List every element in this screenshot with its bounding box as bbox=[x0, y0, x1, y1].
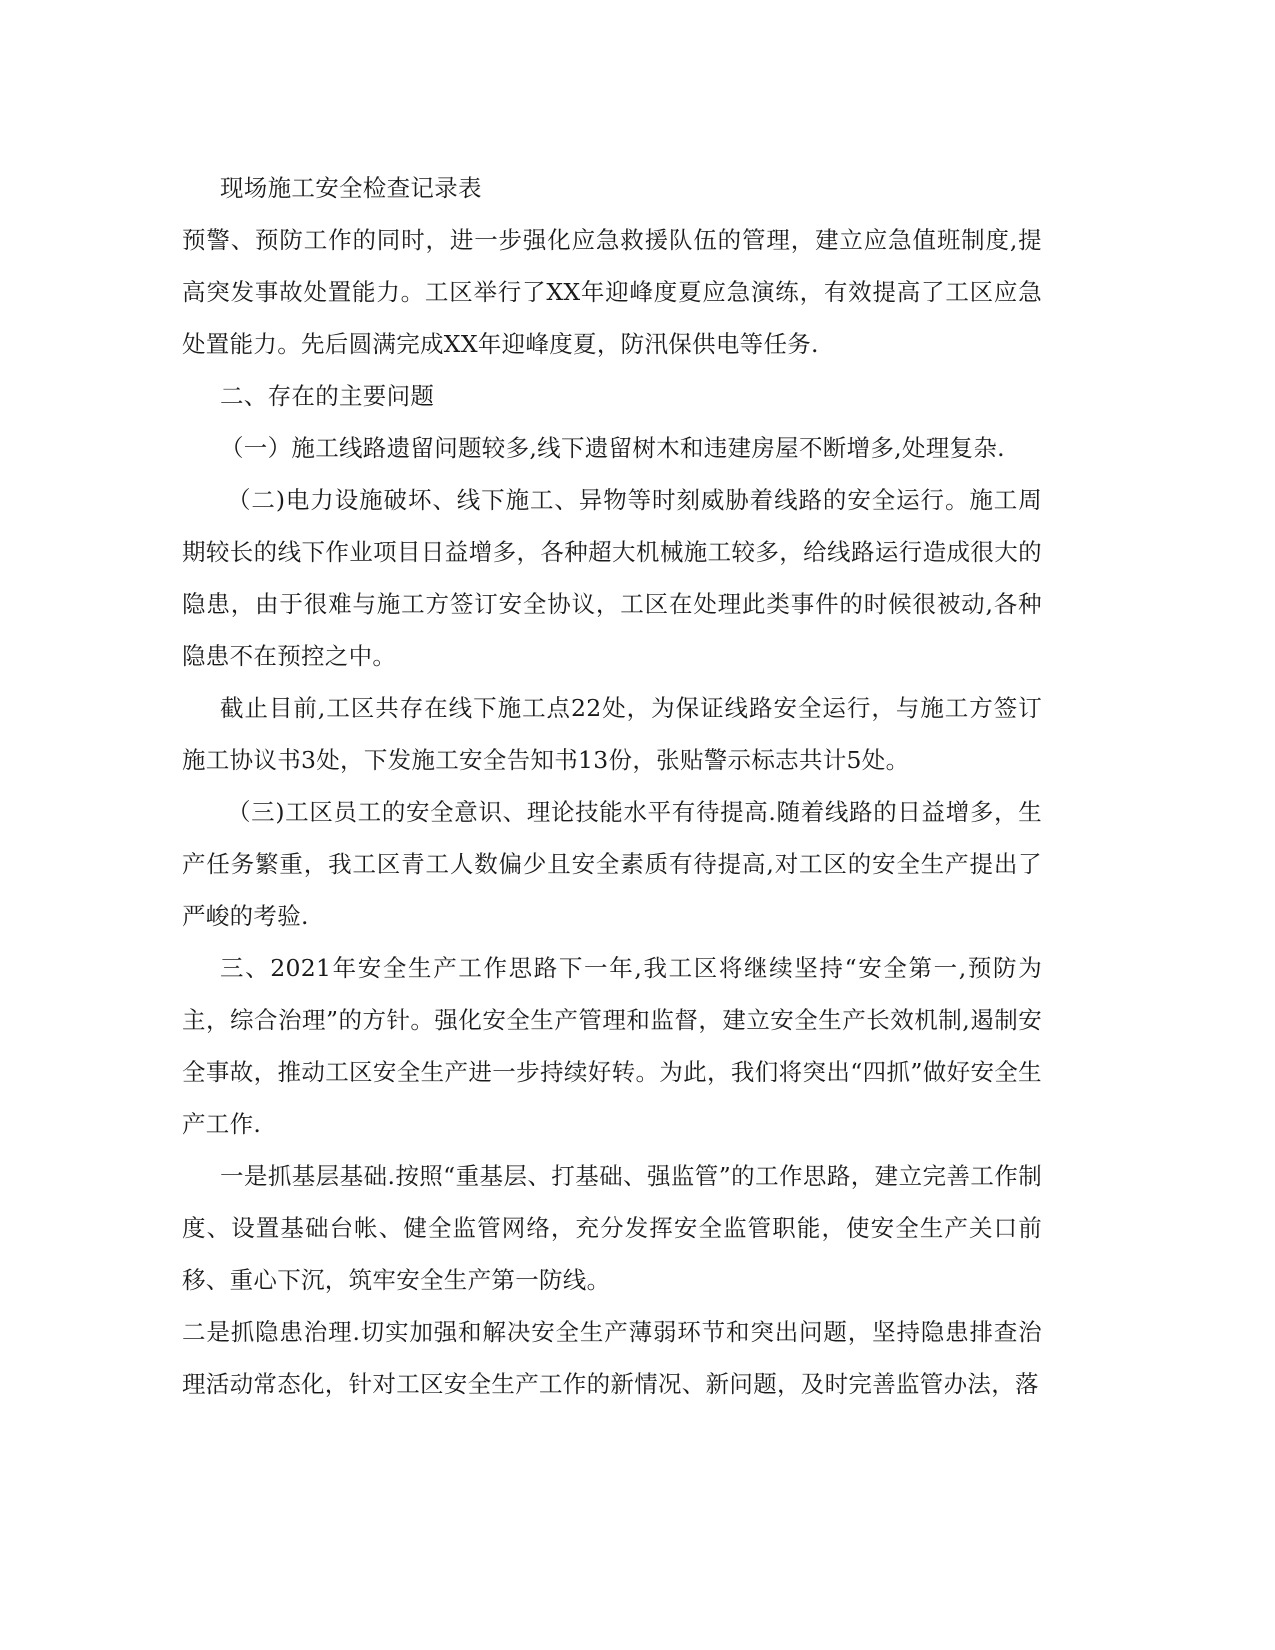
paragraph-hazard-management: 二是抓隐患治理.切实加强和解决安全生产薄弱环节和突出问题，坚持隐患排查治理活动常态化，针对工区安全生产工作的新情况、新问题，及时完善监管办法，落 bbox=[182, 1318, 1042, 1398]
section-heading-work-plan: 三、2021年安全生产工作思路下一年,我工区将继续坚持“安全第一,预防为主，综合治理”的方针。强化安全生产管理和监督，建立安全生产长效机制,遏制安全事故，推动工区安全生产进一步持续好转。为此，我们将突出“四抓”做好安全生产工作. bbox=[182, 954, 1042, 1138]
paragraph-problem-three: （三)工区员工的安全意识、理论技能水平有待提高.随着线路的日益增多，生产任务繁重，我工区青工人数偏少且安全素质有待提高,对工区的安全生产提出了严峻的考验. bbox=[182, 798, 1042, 930]
section-heading-main-problems: 二、存在的主要问题 bbox=[220, 382, 435, 410]
document-title: 现场施工安全检查记录表 bbox=[220, 174, 482, 202]
paragraph-grassroots-foundation: 一是抓基层基础.按照“重基层、打基础、强监管”的工作思路，建立完善工作制度、设置基础台帐、健全监管网络，充分发挥安全监管职能，使安全生产关口前移、重心下沉，筑牢安全生产第一防线。 bbox=[182, 1162, 1042, 1294]
paragraph-construction-points: 截止目前,工区共存在线下施工点22处，为保证线路安全运行，与施工方签订施工协议书3处，下发施工安全告知书13份，张贴警示标志共计5处。 bbox=[182, 694, 1042, 774]
paragraph-emergency-response: 预警、预防工作的同时，进一步强化应急救援队伍的管理，建立应急值班制度,提高突发事故处置能力。工区举行了XX年迎峰度夏应急演练，有效提高了工区应急处置能力。先后圆满完成XX年迎峰度夏，防汛保供电等任务. bbox=[182, 226, 1042, 358]
document-body bbox=[182, 162, 1042, 1410]
paragraph-problem-two: （二)电力设施破坏、线下施工、异物等时刻威胁着线路的安全运行。施工周期较长的线下作业项目日益增多，各种超大机械施工较多，给线路运行造成很大的隐患，由于很难与施工方签订安全协议，工区在处理此类事件的时候很被动,各种隐患不在预控之中。 bbox=[182, 486, 1042, 670]
paragraph-problem-one: （一）施工线路遗留问题较多,线下遗留树木和违建房屋不断增多,处理复杂. bbox=[220, 434, 1005, 462]
